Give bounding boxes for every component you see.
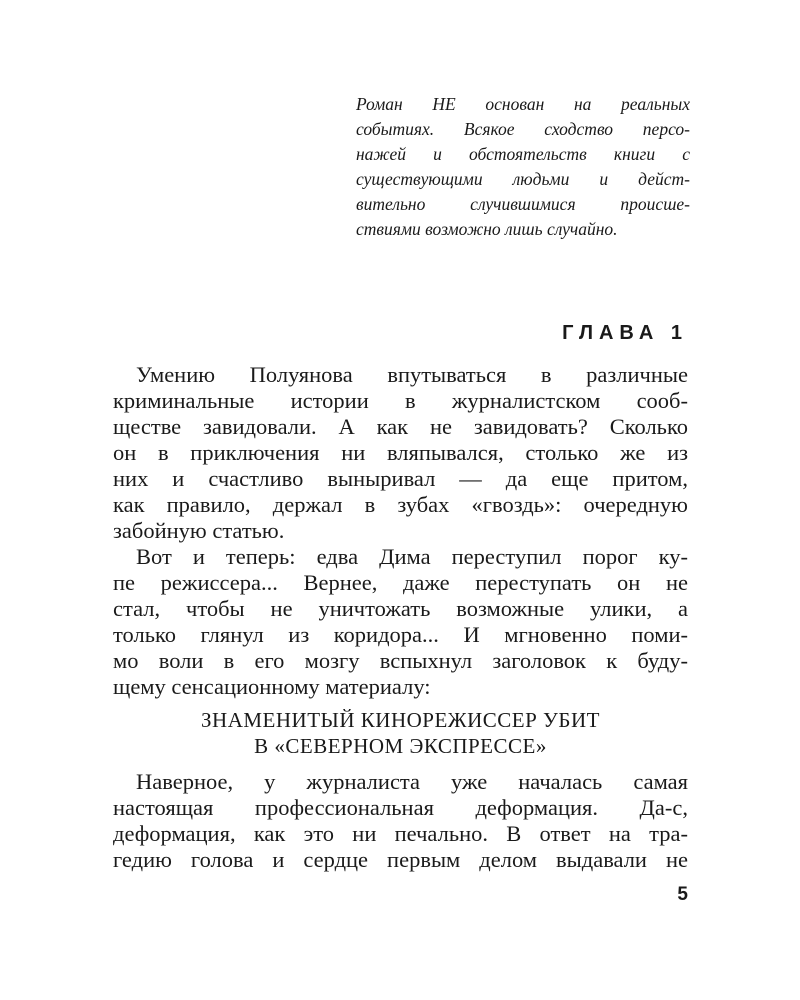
headline-line: ЗНАМЕНИТЫЙ КИНОРЕЖИССЕР УБИТ xyxy=(201,708,600,732)
paragraph-line: стал, чтобы не уничтожать возможные улики, а xyxy=(113,596,688,621)
paragraph-line: он в приключения ни вляпывался, столько же из xyxy=(113,440,688,465)
paragraph-line: забойную статью. xyxy=(113,518,285,543)
body-text-continued xyxy=(113,769,688,873)
paragraph-line: Умению Полуянова впутываться в различные xyxy=(136,362,688,387)
epigraph-line: нажей и обстоятельств книги с xyxy=(356,144,690,164)
paragraph-line: гедию голова и сердце первым делом выдавали не xyxy=(113,847,688,872)
paragraph-line: Наверное, у журналиста уже началась самая xyxy=(136,769,688,794)
page-number: 5 xyxy=(677,884,688,905)
epigraph-line: ствиями возможно лишь случайно. xyxy=(356,219,618,239)
paragraph-line: ществе завидовали. А как не завидовать? Сколько xyxy=(113,414,688,439)
paragraph-line: только глянул из коридора... И мгновенно поми- xyxy=(113,622,688,647)
paragraph-line: криминальные истории в журналистском сооб- xyxy=(113,388,688,413)
epigraph-line: событиях. Всякое сходство персо- xyxy=(356,119,690,139)
epigraph xyxy=(356,92,690,242)
paragraph-line: пе режиссера... Вернее, даже переступать он не xyxy=(113,570,688,595)
paragraph-line: Вот и теперь: едва Дима переступил порог ку- xyxy=(136,544,688,569)
epigraph-line: вительно случившимися происше- xyxy=(356,194,690,214)
paragraph-line: мо воли в его мозгу вспыхнул заголовок к буду- xyxy=(113,648,688,673)
headline-line: В «СЕВЕРНОМ ЭКСПРЕССЕ» xyxy=(254,734,547,758)
article-headline xyxy=(113,707,688,759)
body-text xyxy=(113,362,688,700)
paragraph-line: настоящая профессиональная деформация. Да-с, xyxy=(113,795,688,820)
epigraph-line: Роман НЕ основан на реальных xyxy=(356,94,690,114)
paragraph-line: них и счастливо выныривал — да еще притом, xyxy=(113,466,688,491)
epigraph-line: существующими людьми и дейст- xyxy=(356,169,690,189)
paragraph-line: деформация, как это ни печально. В ответ на тра- xyxy=(113,821,688,846)
paragraph-line: как правило, держал в зубах «гвоздь»: очередную xyxy=(113,492,688,517)
chapter-title: ГЛАВА 1 xyxy=(562,322,688,344)
paragraph-line: щему сенсационному материалу: xyxy=(113,674,431,699)
